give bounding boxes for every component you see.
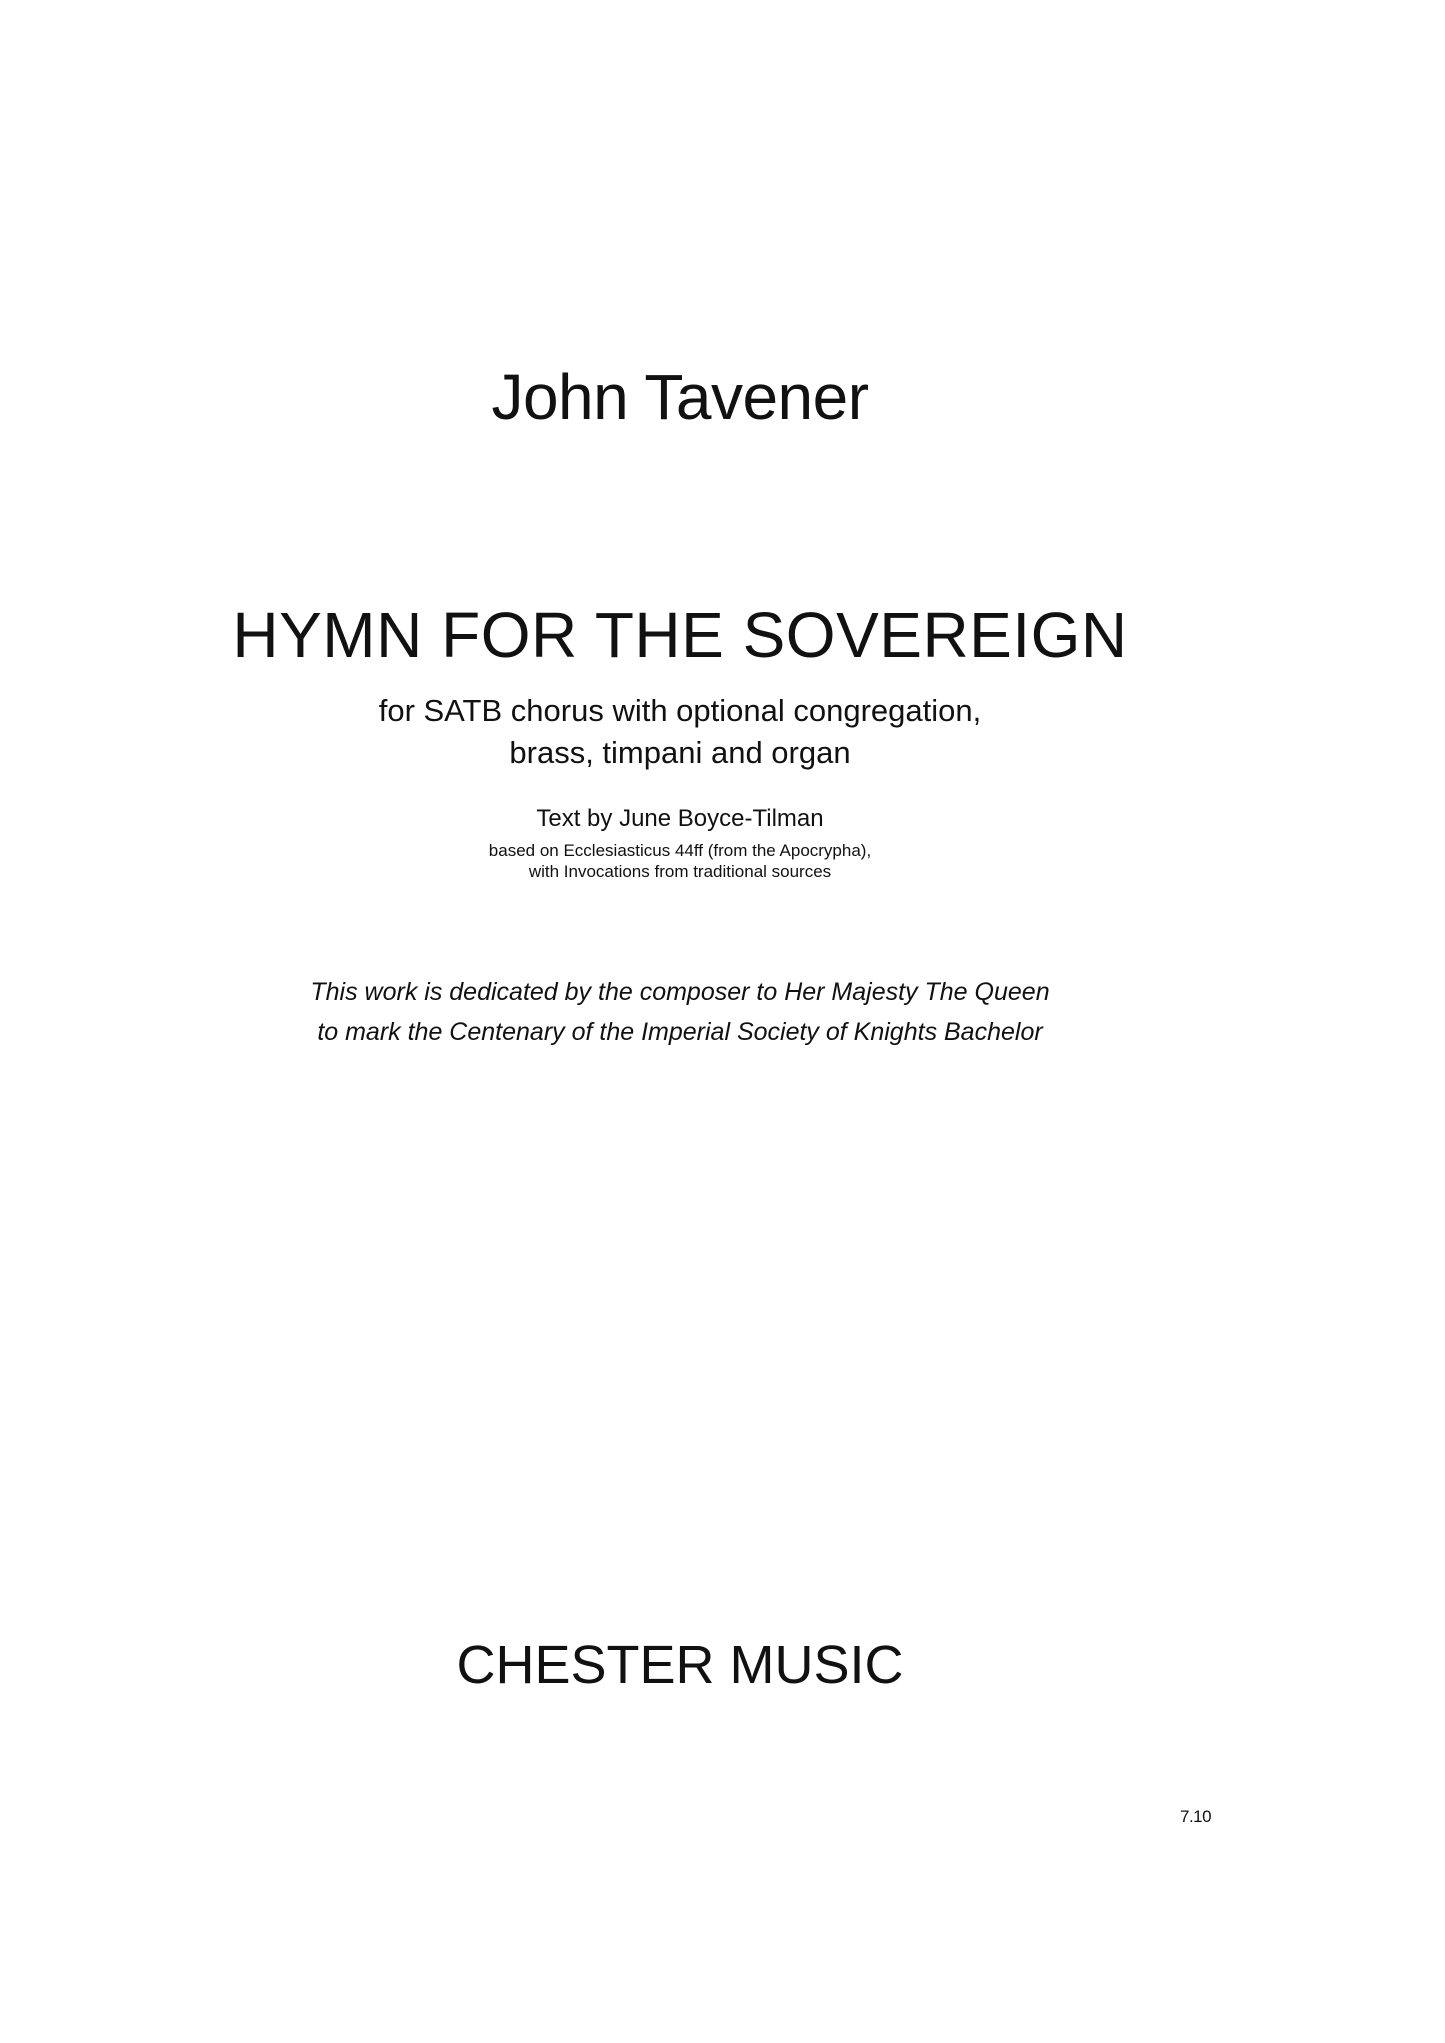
work-title: HYMN FOR THE SOVEREIGN (232, 599, 1128, 671)
scoring-description (0, 690, 1360, 774)
page-code: 7.10 (1180, 1807, 1212, 1826)
text-source (0, 840, 1360, 882)
scoring-line-2: brass, timpani and organ (509, 735, 851, 770)
text-credit: Text by June Boyce-Tilman (536, 805, 824, 832)
composer-name: John Tavener (491, 361, 869, 433)
source-line-1: based on Ecclesiasticus 44ff (from the Apocrypha), (488, 841, 872, 860)
dedication-line-2: to mark the Centenary of the Imperial Society of Knights Bachelor (317, 1018, 1043, 1046)
scoring-line-1: for SATB chorus with optional congregation, (378, 693, 982, 728)
source-line-2: with Invocations from traditional sources (528, 862, 832, 881)
dedication-line-1: This work is dedicated by the composer to Her Majesty The Queen (310, 978, 1050, 1006)
publisher-name: CHESTER MUSIC (456, 1635, 904, 1695)
dedication (0, 972, 1360, 1052)
